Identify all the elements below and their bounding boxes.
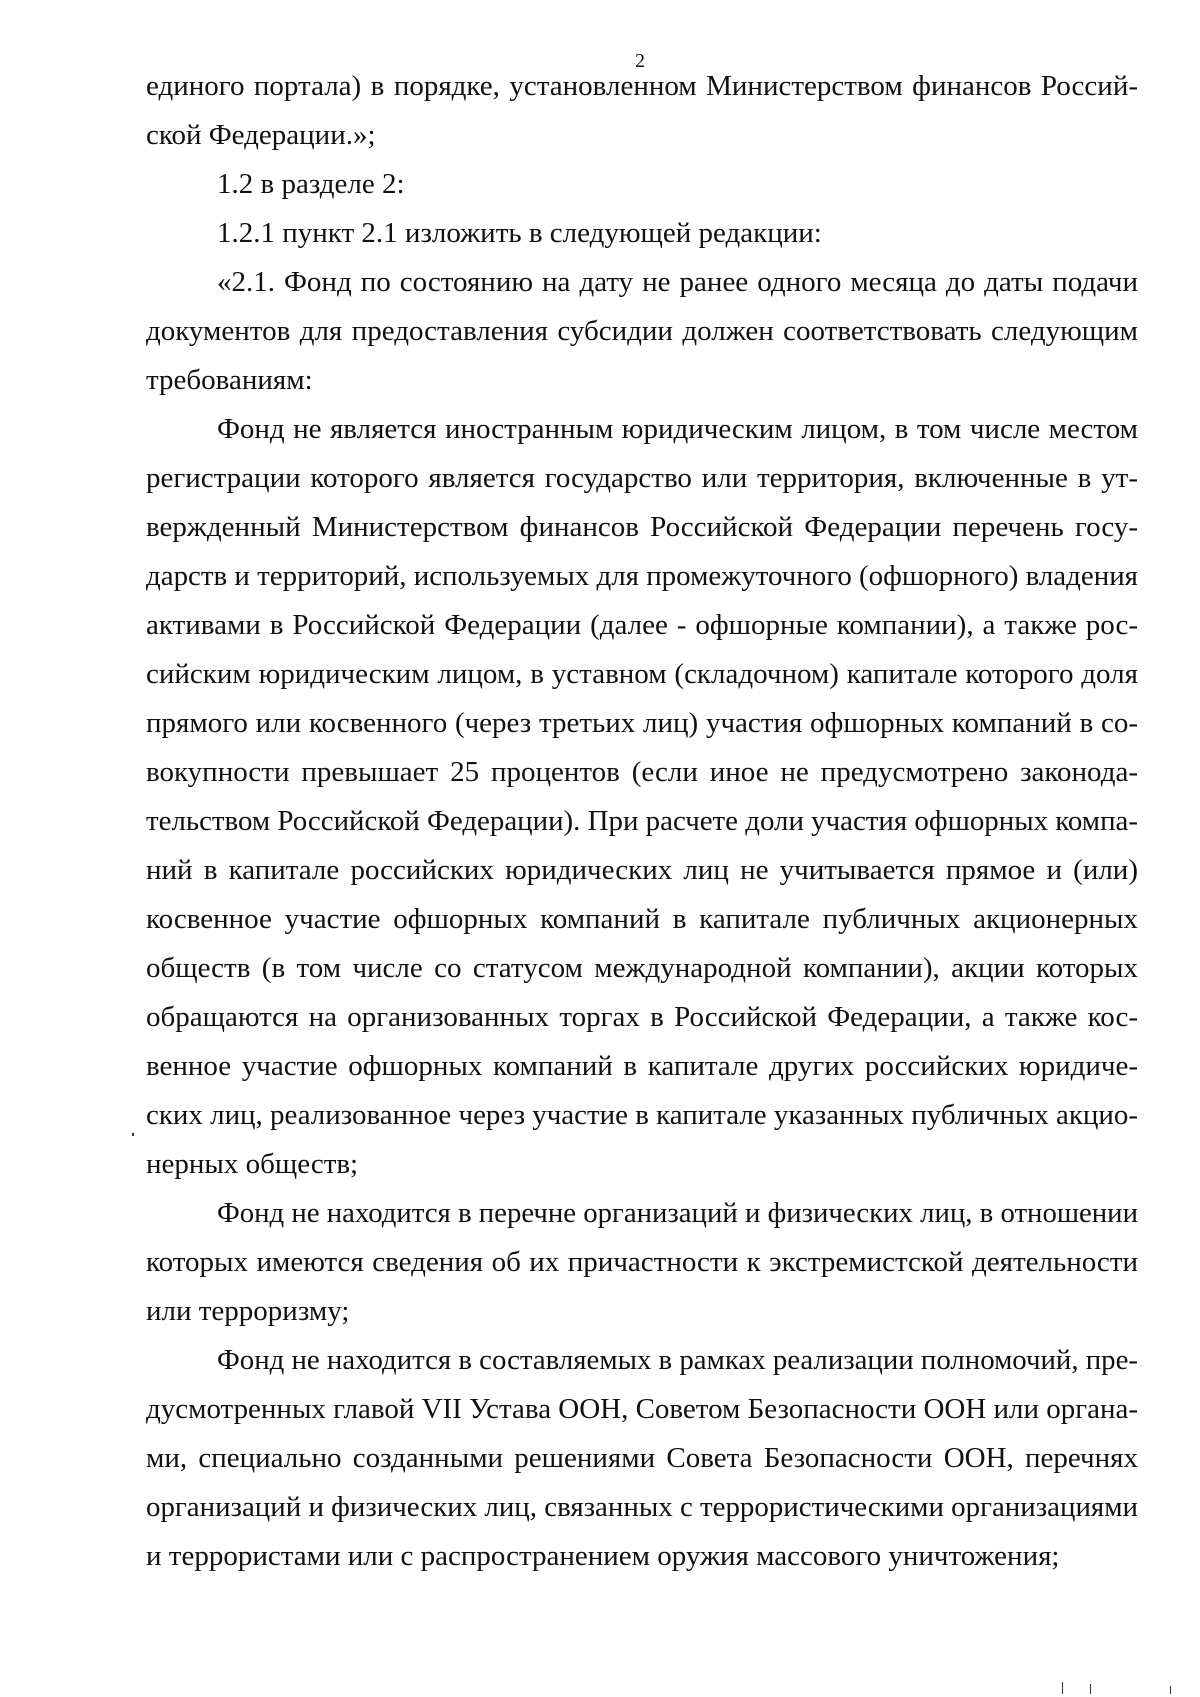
text-line: единого портала) в порядке, установленном Министерством финансов Россий-: [146, 70, 1138, 102]
text-line: косвенное участие офшорных компаний в капитале публичных акционерных: [146, 903, 1138, 935]
text-line: 1.2.1 пункт 2.1 изложить в следующей редакции:: [217, 217, 822, 249]
text-line: сийским юридическим лицом, в уставном (складочном) капитале которого доля: [146, 658, 1138, 690]
text-line: дарств и территорий, используемых для промежуточного (офшорного) владения: [146, 560, 1138, 592]
text-line: обращаются на организованных торгах в Российской Федерации, а также кос-: [146, 1001, 1138, 1033]
text-line: нерных обществ;: [146, 1148, 359, 1180]
text-line: прямого или косвенного (через третьих лиц) участия офшорных компаний в со-: [146, 707, 1138, 739]
text-line: ских лиц, реализованное через участие в капитале указанных публичных акцио-: [146, 1099, 1138, 1131]
text-line: организаций и физических лиц, связанных с террористическими организациями: [146, 1491, 1138, 1523]
text-line: Фонд не находится в перечне организаций и физических лиц, в отношении: [217, 1197, 1138, 1229]
text-line: тельством Российской Федерации). При расчете доли участия офшорных компа-: [146, 805, 1138, 837]
text-line: и террористами или с распространением оружия массового уничтожения;: [146, 1540, 1060, 1572]
text-line: или терроризму;: [146, 1295, 350, 1327]
text-line: активами в Российской Федерации (далее - офшорные компании), а также рос-: [146, 609, 1138, 641]
scan-mark: [1090, 1684, 1091, 1694]
page-number: 2: [635, 50, 645, 72]
scan-mark: [1170, 1686, 1171, 1694]
text-line: вержденный Министерством финансов Российской Федерации перечень госу-: [146, 511, 1138, 543]
text-line: требованиям:: [146, 364, 313, 396]
text-line: «2.1. Фонд по состоянию на дату не ранее одного месяца до даты подачи: [217, 266, 1138, 298]
text-line: 1.2 в разделе 2:: [217, 168, 405, 200]
scan-speck: [132, 1133, 134, 1136]
text-line: Фонд не находится в составляемых в рамках реализации полномочий, пре-: [217, 1344, 1138, 1376]
text-line: венное участие офшорных компаний в капитале других российских юридиче-: [146, 1050, 1138, 1082]
text-line: документов для предоставления субсидии должен соответствовать следующим: [146, 315, 1138, 347]
text-line: ской Федерации.»;: [146, 119, 376, 151]
text-line: ний в капитале российских юридических лиц не учитывается прямое и (или): [146, 854, 1138, 886]
text-line: обществ (в том числе со статусом международной компании), акции которых: [146, 952, 1138, 984]
scan-mark: [1062, 1682, 1063, 1694]
text-line: регистрации которого является государство или территория, включенные в ут-: [146, 462, 1138, 494]
text-line: вокупности превышает 25 процентов (если иное не предусмотрено законода-: [146, 756, 1138, 788]
text-line: которых имеются сведения об их причастности к экстремистской деятельности: [146, 1246, 1138, 1278]
text-line: ми, специально созданными решениями Совета Безопасности ООН, перечнях: [146, 1442, 1138, 1474]
text-line: дусмотренных главой VII Устава ООН, Советом Безопасности ООН или органа-: [146, 1393, 1138, 1425]
text-line: Фонд не является иностранным юридическим лицом, в том числе местом: [217, 413, 1138, 445]
